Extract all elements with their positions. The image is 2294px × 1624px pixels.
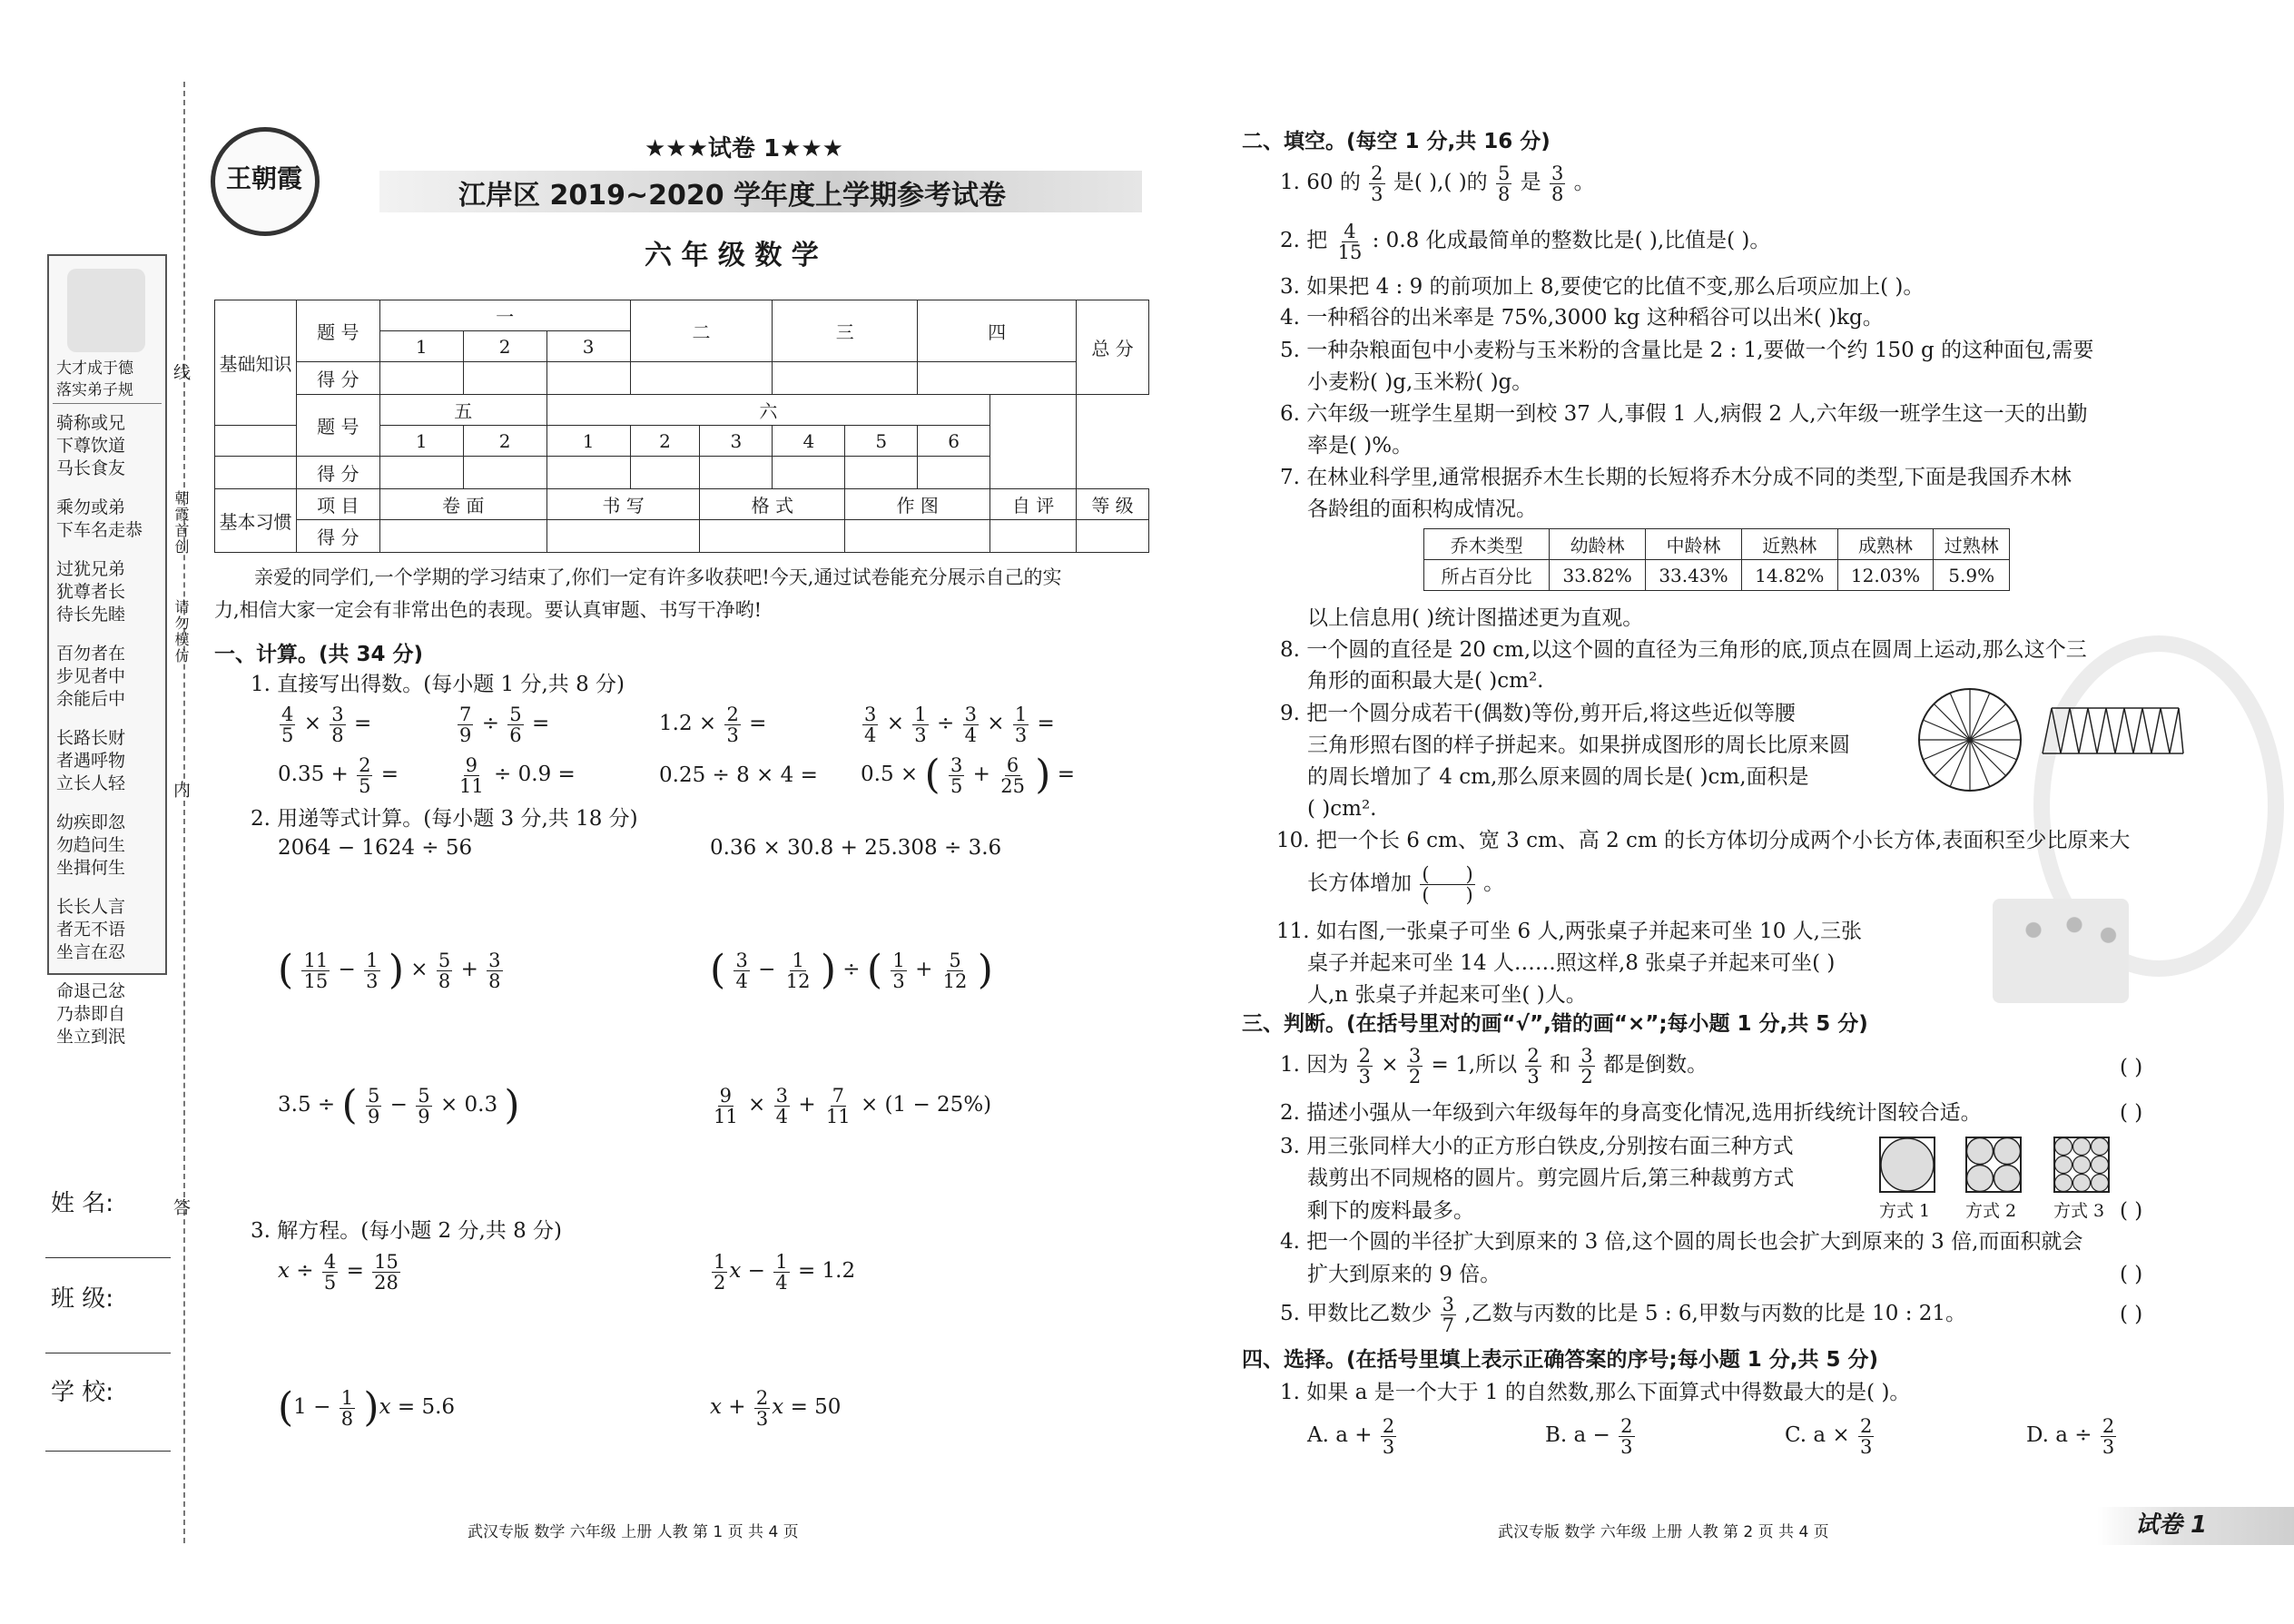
calc-d3: 1.2 × $\frac{2}{3}$ = [659, 703, 767, 746]
row-group-basic: 基础知识 [219, 353, 292, 375]
score-cell[interactable] [845, 520, 990, 553]
sub1-1: 1 [379, 331, 463, 362]
score-cell[interactable] [630, 457, 700, 489]
forest-header: 中龄林 [1646, 529, 1742, 560]
choice-q1: 1. 如果 a 是一个大于 1 的自然数,那么下面算式中得数最大的是( )。 [1280, 1381, 1911, 1404]
part4-heading: 四、选择。(在括号里填上表示正确答案的序号;每小题 1 分,共 5 分) [1242, 1348, 1878, 1372]
sec3-header: 三 [773, 300, 918, 362]
cut-way-3-label: 方式 3 [2053, 1201, 2105, 1221]
cell-knowledge-cont [215, 426, 297, 457]
calc-c5: 3.5 ÷ ( $\frac{5}{9}$ − $\frac{5}{9}$ × 0.3 ) [278, 1082, 520, 1128]
sub6-5: 5 [845, 426, 918, 457]
equation-e3: (1 − $\frac{1}{8}$ )x = 5.6 [278, 1384, 456, 1431]
verse-line: 立长人轻 [56, 773, 126, 793]
part1-heading: 一、计算。(共 34 分) [214, 643, 424, 666]
verse-line: 乘勿或弟 [56, 497, 126, 517]
strip-motto-2: 落实弟子规 [56, 381, 133, 399]
fill-q1: 1. 60 的 $\frac{2}{3}$ 是( ),( )的 $\frac{5}{8}$ 是 $\frac{3}{8}$ 。 [1280, 162, 1595, 205]
cut-way-1-figure [1879, 1137, 1935, 1193]
fill-q10b: 长方体增加 ( ) ( ) 。 [1307, 862, 1505, 906]
judge-q4a: 4. 把一个圆的半径扩大到原来的 3 倍,这个圆的周长也会扩大到原来的 3 倍,而面积就会 [1280, 1230, 2083, 1254]
frac: $\frac{4}{5}$ [281, 703, 294, 746]
side-note-xian: 线 [171, 363, 191, 382]
strip-motto-1: 大才成于德 [56, 359, 133, 378]
score-cell[interactable] [546, 520, 700, 553]
side-note-nei: 内 [171, 781, 191, 800]
judge-q3b: 裁剪出不同规格的圆片。剪完圆片后,第三种裁剪方式 [1307, 1166, 1795, 1190]
calc-d1: $\frac{4}{5}$ × $\frac{3}{8}$ = [281, 703, 372, 746]
verse-line: 者无不语 [56, 920, 126, 940]
forest-header: 幼龄林 [1550, 529, 1646, 560]
score-cell[interactable] [463, 362, 546, 395]
forest-cell: 14.82% [1741, 560, 1837, 591]
strip-divider [53, 403, 162, 404]
score-cell[interactable] [379, 362, 463, 395]
verse-line: 马长食友 [56, 458, 126, 478]
score-cell[interactable] [379, 457, 463, 489]
cell-knowledge-cont2 [215, 457, 297, 489]
defen-label: 得 分 [296, 362, 379, 395]
score-cell[interactable] [773, 362, 918, 395]
forest-table [1423, 528, 2010, 591]
score-cell[interactable] [918, 457, 990, 489]
p1-q3-title: 3. 解方程。(每小题 2 分,共 8 分) [251, 1219, 563, 1243]
footer-left: 武汉专版 数学 六年级 上册 人教 第 1 页 共 4 页 [468, 1523, 799, 1541]
verse-line: 者遇呼物 [56, 751, 126, 771]
total-header: 总 分 [1076, 300, 1148, 395]
verse-line: 乃恭即自 [56, 1004, 126, 1024]
defen-label-2: 得 分 [296, 457, 379, 489]
sub1-3: 3 [546, 331, 630, 362]
defen-label-3: 得 分 [296, 520, 379, 553]
xiangmu-label: 项 目 [296, 489, 379, 520]
children-at-tables-icon [1993, 899, 2129, 1003]
forest-header: 近熟林 [1741, 529, 1837, 560]
score-cell[interactable] [918, 362, 1077, 395]
judge-q4b: 扩大到原来的 9 倍。 [1307, 1263, 1501, 1286]
fill-q7a: 7. 在林业科学里,通常根据乔木生长期的长短将乔木分成不同的类型,下面是我国乔木林 [1280, 466, 2072, 489]
verse-line: 坐立到泯 [56, 1027, 126, 1047]
cut-way-1-label: 方式 1 [1879, 1201, 1931, 1221]
verse-line: 过犹兄弟 [56, 559, 126, 579]
forest-cell: 33.43% [1646, 560, 1742, 591]
fill-q6a: 6. 六年级一班学生星期一到校 37 人,事假 1 人,病假 2 人,六年级一班学生这一天的出勤 [1280, 402, 2088, 426]
choice-opt-c[interactable]: C. a × $\frac{2}{3}$ [1785, 1414, 1873, 1458]
verse-line: 幼疾即忽 [56, 812, 126, 832]
calc-d7: 0.25 ÷ 8 × 4 = [659, 763, 818, 787]
forest-header: 过熟林 [1934, 529, 2010, 560]
sub5-1: 1 [379, 426, 463, 457]
sec1-header: 一 [379, 300, 630, 331]
part3-heading: 三、判断。(在括号里对的画“√”,错的画“×”;每小题 1 分,共 5 分) [1242, 1012, 1868, 1036]
forest-cell: 33.82% [1550, 560, 1646, 591]
part2-heading: 二、填空。(每空 1 分,共 16 分) [1242, 130, 1551, 153]
p1-q1-title: 1. 直接写出得数。(每小题 1 分,共 8 分) [251, 673, 625, 696]
name-label: 姓 名: [51, 1190, 114, 1217]
judge-q1-paren[interactable]: ( ) [2120, 1056, 2143, 1079]
score-table [214, 300, 1149, 553]
verse-line: 长长人言 [56, 897, 126, 917]
forest-header: 乔木类型 [1424, 529, 1550, 560]
strip-verses [56, 412, 161, 1048]
fill-q8a: 8. 一个圆的直径是 20 cm,以这个圆的直径为三角形的底,顶点在圆周上运动,那么这个三 [1280, 638, 2087, 662]
verse-line: 犹尊者长 [56, 582, 126, 602]
fill-q5a: 5. 一种杂粮面包中小麦粉与玉米粉的含量比是 2 : 1,要做一个约 150 g 的这种面包,需要 [1280, 339, 2094, 362]
wangchaoxia-logo [211, 127, 320, 236]
exam-subtitle: 六 年 级 数 学 [645, 240, 819, 271]
fill-q9c: 的周长增加了 4 cm,那么原来圆的周长是( )cm,面积是 [1307, 765, 1809, 789]
score-cell[interactable] [700, 520, 845, 553]
intro-line-1: 亲爱的同学们,一个学期的学习结束了,你们一定有许多收获吧!今天,通过试卷能充分展示自己的实 [254, 566, 1062, 588]
total-score-cell[interactable] [990, 395, 1077, 489]
calc-d8: 0.5 × ( $\frac{3}{5}$ + $\frac{6}{25}$ ) = [861, 752, 1076, 798]
exam-badge: ★★★试卷 1★★★ [645, 135, 843, 162]
choice-opt-d[interactable]: D. a ÷ $\frac{2}{3}$ [2026, 1414, 2115, 1458]
fill-q11b: 桌子并起来可坐 14 人……照这样,8 张桌子并起来可坐( ) [1307, 951, 1836, 975]
forest-cell: 所占百分比 [1424, 560, 1550, 591]
verse-line: 下尊饮道 [56, 436, 126, 456]
cut-way-3-figure [2053, 1137, 2110, 1193]
sub5-2: 2 [463, 426, 546, 457]
sec2-header: 二 [630, 300, 773, 362]
fill-q5b: 小麦粉( )g,玉米粉( )g。 [1307, 370, 1533, 394]
score-cell[interactable] [546, 362, 630, 395]
fill-q6b: 率是( )%。 [1307, 434, 1413, 458]
forest-header: 成熟林 [1837, 529, 1934, 560]
footer-tag: 试卷 1 [2135, 1511, 2208, 1539]
calc-d4: $\frac{3}{4}$ × $\frac{1}{3}$ ÷ $\frac{3}{4}$ × $\frac{1}{3}$ = [864, 703, 1055, 746]
sec4-header: 四 [918, 300, 1077, 362]
score-cell[interactable] [630, 362, 773, 395]
verse-line: 命退己忿 [56, 981, 126, 1001]
school-label: 学 校: [51, 1379, 114, 1406]
motto-strip [47, 254, 167, 1047]
fill-q9d: ( )cm². [1307, 797, 1377, 821]
side-note-mofang: 请勿模仿 [172, 599, 190, 664]
sub1-2: 2 [463, 331, 546, 362]
side-note-chaoxia: 朝霞首创 [172, 490, 190, 556]
calc-c1: 2064 − 1624 ÷ 56 [278, 836, 473, 860]
tihao-label: 题 号 [317, 321, 359, 343]
school-field[interactable] [45, 1451, 171, 1452]
fill-q11c: 人,n 张桌子并起来可坐( )人。 [1307, 983, 1587, 1007]
rearranged-parallelogram-figure [2038, 704, 2188, 758]
verse-line: 坐言在忍 [56, 942, 126, 962]
calc-c2: 0.36 × 30.8 + 25.308 ÷ 3.6 [710, 836, 1002, 860]
score-cell[interactable] [845, 457, 918, 489]
calc-c3: ( $\frac{11}{15}$ − $\frac{1}{3}$ ) × $\frac{5}{8}$ + $\frac{3}{8}$ [278, 947, 501, 993]
footer-right: 武汉专版 数学 六年级 上册 人教 第 2 页 共 4 页 [1498, 1523, 1829, 1541]
verse-line: 骑称或兄 [56, 413, 126, 433]
score-cell[interactable] [1076, 520, 1148, 553]
fill-q11a: 11. 如右图,一张桌子可坐 6 人,两张桌子并起来可坐 10 人,三张 [1276, 920, 1862, 943]
row-group-habit: 基本习惯 [215, 489, 297, 553]
side-note-da: 答 [171, 1198, 191, 1217]
intro-line-2: 力,相信大家一定会有非常出色的表现。要认真审题、书写干净哟! [214, 599, 763, 621]
verse-line: 勿趋问生 [56, 835, 126, 855]
binding-cut-line [183, 82, 185, 1543]
p1-q2-title: 2. 用递等式计算。(每小题 3 分,共 18 分) [251, 807, 638, 831]
exam-title: 江岸区 2019~2020 学年度上学期参考试卷 [458, 180, 1007, 212]
fill-q3: 3. 如果把 4 : 9 的前项加上 8,要使它的比值不变,那么后项应加上( )。 [1280, 275, 1925, 299]
equation-e2: $\frac{1}{2}$ x − $\frac{1}{4}$ = 1.2 [714, 1250, 856, 1294]
habit-ziping: 自 评 [990, 489, 1077, 520]
score-cell[interactable] [990, 520, 1077, 553]
verse-line: 余能后中 [56, 689, 126, 709]
choice-opt-a[interactable]: A. a + $\frac{2}{3}$ [1307, 1414, 1395, 1458]
judge-q5-paren[interactable]: ( ) [2120, 1303, 2143, 1326]
sec6-header: 六 [546, 395, 989, 426]
cell-basic-knowledge [215, 300, 297, 426]
verse-line: 待长先睦 [56, 605, 126, 625]
fill-q10a: 10. 把一个长 6 cm、宽 3 cm、高 2 cm 的长方体切分成两个小长方体,表面积至少比原来大 [1276, 829, 2131, 852]
verse-line: 步见者中 [56, 666, 126, 686]
score-cell[interactable] [773, 457, 845, 489]
judge-q5: 5. 甲数比乙数少 $\frac{3}{7}$ ,乙数与丙数的比是 5 : 6,甲数与丙数的比是 10 : 21。 [1280, 1293, 1967, 1336]
calc-c4: ( $\frac{3}{4}$ − $\frac{1}{12}$ ) ÷ ( $\frac{1}{3}$ + $\frac{5}{12}$ ) [710, 947, 993, 993]
equation-e4: x + $\frac{2}{3}$ x = 50 [710, 1386, 842, 1430]
habit-dengji: 等 级 [1076, 489, 1148, 520]
calc-d5: 0.35 + $\frac{2}{5}$ = [278, 753, 399, 797]
choice-opt-b[interactable]: B. a − $\frac{2}{3}$ [1545, 1414, 1633, 1458]
cell-tihao [296, 300, 379, 362]
habit-geshi: 格 式 [700, 489, 845, 520]
tihao-label-2: 题 号 [296, 395, 379, 457]
verse-line: 长路长财 [56, 728, 126, 748]
sub6-3: 3 [700, 426, 773, 457]
verse-line: 百勿者在 [56, 644, 126, 664]
sub6-4: 4 [773, 426, 845, 457]
sub6-6: 6 [918, 426, 990, 457]
judge-q2-paren[interactable]: ( ) [2120, 1101, 2143, 1125]
judge-q3c: 剩下的废料最多。 [1307, 1199, 1474, 1223]
score-cell[interactable] [546, 457, 630, 489]
score-cell[interactable] [463, 457, 546, 489]
equation-e1: x ÷ $\frac{4}{5}$ = $\frac{15}{28}$ [278, 1250, 399, 1294]
forest-cell: 12.03% [1837, 560, 1934, 591]
cut-way-2-figure [1965, 1137, 2022, 1193]
habit-zuotu: 作 图 [845, 489, 990, 520]
sub6-1: 1 [546, 426, 630, 457]
habit-juanmian: 卷 面 [379, 489, 546, 520]
forest-cell: 5.9% [1934, 560, 2010, 591]
sec5-header: 五 [379, 395, 546, 426]
fill-q2: 2. 把 $\frac{4}{15}$ : 0.8 化成最简单的整数比是( ),比值是( )。 [1280, 220, 1771, 263]
fill-q9b: 三角形照右图的样子拼起来。如果拼成图形的周长比原来圆 [1307, 733, 1850, 757]
score-cell[interactable] [700, 457, 773, 489]
judge-q1: 1. 因为 $\frac{2}{3}$ × $\frac{3}{2}$ = 1,所以 $\frac{2}{3}$ 和 $\frac{3}{2}$ 都是倒数。 [1280, 1044, 1708, 1088]
calc-c6: $\frac{9}{11}$ × $\frac{3}{4}$ + $\frac{7}{11}$ × (1 − 25%) [714, 1084, 992, 1127]
judge-q4-paren[interactable]: ( ) [2120, 1263, 2143, 1286]
fill-q7c: 以上信息用( )统计图描述更为直观。 [1307, 606, 1644, 630]
fill-q7b: 各龄组的面积构成情况。 [1307, 497, 1537, 521]
circle-sectors-figure [1915, 685, 2024, 794]
score-cell[interactable] [379, 520, 546, 553]
class-label: 班 级: [51, 1285, 114, 1313]
child-reading-icon [67, 269, 145, 352]
calc-d6: $\frac{9}{11}$ ÷ 0.9 = [459, 753, 576, 797]
fill-q9a: 9. 把一个圆分成若干(偶数)等份,剪开后,将这些近似等腰 [1280, 702, 1796, 725]
fill-q8b: 角形的面积最大是( )cm². [1307, 669, 1544, 693]
cut-way-2-label: 方式 2 [1965, 1201, 2017, 1221]
calc-d2: $\frac{7}{9}$ ÷ $\frac{5}{6}$ = [459, 703, 550, 746]
judge-q3a: 3. 用三张同样大小的正方形白铁皮,分别按右面三种方式 [1280, 1135, 1794, 1158]
logo-text: 王朝霞 [226, 163, 303, 193]
fill-q4: 4. 一种稻谷的出米率是 75%,3000 kg 这种稻谷可以出米( )kg。 [1280, 306, 1884, 330]
judge-q3-paren[interactable]: ( ) [2120, 1199, 2143, 1223]
name-field[interactable] [45, 1257, 171, 1258]
judge-q2: 2. 描述小强从一年级到六年级每年的身高变化情况,选用折线统计图较合适。 [1280, 1101, 1982, 1125]
sub6-2: 2 [630, 426, 700, 457]
frac: $\frac{3}{8}$ [331, 703, 344, 746]
verse-line: 坐揖何生 [56, 858, 126, 878]
habit-shuxie: 书 写 [546, 489, 700, 520]
verse-line: 下车名走恭 [56, 520, 143, 540]
